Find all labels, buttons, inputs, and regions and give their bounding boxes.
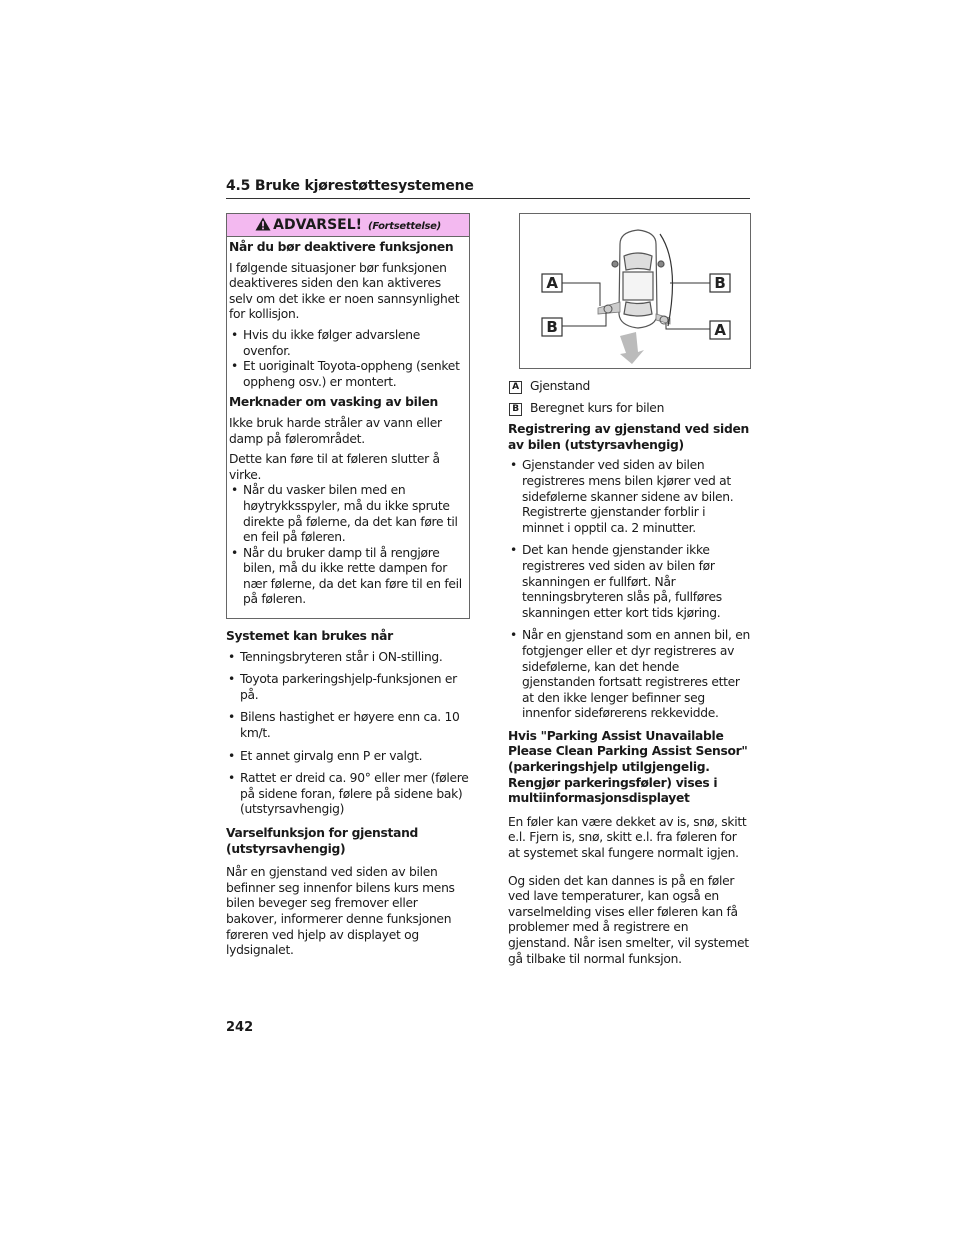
- list-item: • Et uoriginalt Toyota-oppheng (senket oppheng osv.) er montert.: [229, 359, 467, 390]
- legend-text: Beregnet kurs for bilen: [530, 400, 665, 415]
- list-item: • Tenningsbryteren står i ON-stilling.: [226, 650, 470, 666]
- list-item: • Toyota parkeringshjelp-funksjonen er på.: [226, 672, 470, 703]
- heading-warning-function: Varselfunksjon for gjenstand (utstyrsavhengig): [226, 826, 419, 856]
- label-b-right: B: [714, 274, 726, 292]
- left-column: [226, 213, 470, 964]
- movement-arrow-icon: [620, 332, 644, 364]
- legend-item-b: [508, 401, 750, 417]
- leader-line: [666, 324, 710, 329]
- warning-list-washing: [229, 483, 467, 608]
- list-item: • Når en gjenstand som en annen bil, en fotgjenger eller et dyr registreres av sidefølerne, kan det hende gjenstanden fortsatt registreres etter at den ikke lenger befinner seg innenfor sideførerens rekkevidde.: [508, 628, 750, 722]
- warning-triangle-icon: [255, 217, 271, 231]
- list-item: • Det kan hende gjenstander ikke registreres ved siden av bilen før skanningen er fullført. Når tenningsbryteren slås på, fullføres skanningen etter kort tids kjøring.: [508, 543, 750, 621]
- heading-clean-sensor: Hvis "Parking Assist Unavailable Please Clean Parking Assist Sensor" (parkeringshjelp utilgjengelig. Rengjør parkeringsføler) vises i multiinformasjonsdisplayet: [508, 728, 748, 806]
- heading-system-usable: Systemet kan brukes når: [226, 629, 393, 644]
- label-b-left: B: [546, 318, 558, 336]
- list-item: • Bilens hastighet er høyere enn ca. 10 km/t.: [226, 710, 470, 741]
- heading-side-detection: Registrering av gjenstand ved siden av bilen (utstyrsavhengig): [508, 422, 749, 452]
- sensor-diagram-graphic: [520, 214, 750, 368]
- leader-line: [562, 283, 600, 306]
- sensor-beam: [598, 302, 620, 314]
- leader-line: [562, 313, 606, 326]
- section-header: 4.5 Bruke kjørestøttesystemene: [226, 178, 750, 199]
- warning-subtitle: (Fortsettelse): [368, 221, 441, 232]
- right-column: [508, 213, 750, 972]
- list-item: • Rattet er dreid ca. 90° eller mer (følere på sidene foran, følere på sidene bak) (utstyrsavhengig): [226, 771, 470, 818]
- warning-paragraph: Dette kan føre til at føleren slutter å virke.: [229, 452, 440, 482]
- paragraph-ice: Og siden det kan dannes is på en føler ved lave temperaturer, kan også en varselmelding vises eller føleren kan få problemer med å registrere en gjenstand. Når isen smelter, vil systemet gå tilbake til normal funksjon.: [508, 873, 749, 966]
- page-number: 242: [226, 1020, 254, 1035]
- warning-heading-washing: Merknader om vasking av bilen: [229, 395, 438, 410]
- warning-paragraph: Ikke bruk harde stråler av vann eller damp på følerområdet.: [229, 415, 442, 446]
- paragraph-warning-function: Når en gjenstand ved siden av bilen befinner seg innenfor bilens kurs mens bilen beveger seg fremover eller bakover, informerer denne funksjonen føreren ved hjelp av displayet og lydsignalet.: [226, 865, 455, 958]
- legend-key: A: [509, 381, 522, 394]
- label-a-left: A: [546, 274, 558, 292]
- list-item: • Når du vasker bilen med en høytrykksspyler, må du ikke sprute direkte på følerne, da det kan føre til en feil på føleren.: [229, 483, 467, 545]
- list-item: • Når du bruker damp til å rengjøre bilen, må du ikke rette dampen for nær følerne, da det kan føre til en feil på føleren.: [229, 546, 467, 608]
- warning-body: [227, 237, 469, 618]
- predicted-path-line: [660, 234, 673, 326]
- warning-heading-deactivate: Når du bør deaktivere funksjonen: [229, 240, 454, 254]
- sensor-diagram: [519, 213, 751, 369]
- list-system-usable: [226, 650, 470, 818]
- warning-header: [227, 214, 469, 237]
- legend-key: B: [509, 403, 522, 416]
- list-item: • Gjenstander ved siden av bilen registreres mens bilen kjører ved at sidefølerne skanner sidene av bilen. Registrerte gjenstander forblir i minnet i opptil ca. 2 minutter.: [508, 458, 750, 536]
- label-a-right: A: [714, 321, 726, 339]
- list-side-detection: [508, 458, 750, 722]
- list-item: • Et annet girvalg enn P er valgt.: [226, 749, 470, 765]
- warning-box: [226, 213, 470, 619]
- car-top-view: [612, 230, 664, 328]
- list-item: • Hvis du ikke følger advarslene ovenfor.: [229, 328, 467, 359]
- legend-text: Gjenstand: [530, 379, 590, 393]
- warning-title: ADVARSEL!: [273, 217, 363, 233]
- warning-list-deactivate: [229, 328, 467, 390]
- warning-paragraph: I følgende situasjoner bør funksjonen deaktiveres siden den kan aktiveres selv om det ikke er noen sannsynlighet for kollisjon.: [229, 260, 460, 322]
- legend-item-a: [508, 379, 750, 395]
- paragraph-clean-sensor: En føler kan være dekket av is, snø, skitt e.l. Fjern is, snø, skitt e.l. fra føleren for at systemet skal fungere normalt igjen.: [508, 814, 747, 861]
